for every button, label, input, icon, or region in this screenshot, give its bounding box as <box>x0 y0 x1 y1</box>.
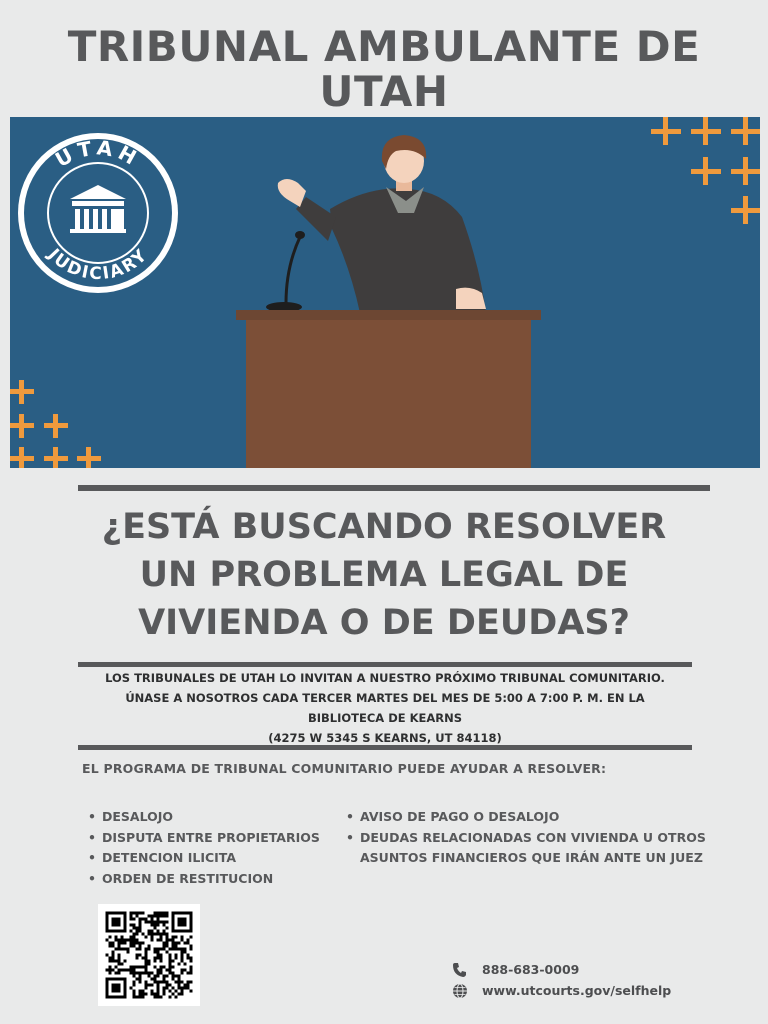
list-item: • DEUDAS RELACIONADAS CON VIVIENDA U OTROS <box>346 828 746 849</box>
invitation-text <box>78 668 692 748</box>
contact-website[interactable] <box>452 982 671 999</box>
invite-line-1: LOS TRIBUNALES DE UTAH LO INVITAN A NUESTRO PRÓXIMO TRIBUNAL COMUNITARIO. <box>105 671 665 685</box>
decorative-plus-marks-top-right <box>651 117 760 224</box>
headline-question <box>60 503 708 647</box>
phone-icon <box>452 962 468 978</box>
divider-invite-top <box>78 662 692 667</box>
phone-number: 888-683-0009 <box>482 962 580 977</box>
contact-phone[interactable] <box>452 961 579 978</box>
globe-icon <box>452 983 468 999</box>
hero-illustration <box>10 117 760 468</box>
issues-list-left <box>88 807 338 889</box>
website-url: www.utcourts.gov/selfhelp <box>482 983 672 998</box>
question-line-2: UN PROBLEMA LEGAL DE <box>139 555 629 595</box>
judge-figure <box>278 135 486 313</box>
seal-top-text: UTAH <box>51 135 145 172</box>
podium <box>236 310 541 468</box>
list-item-continuation: ASUNTOS FINANCIEROS QUE IRÁN ANTE UN JUEZ <box>360 850 703 865</box>
decorative-plus-marks-bottom-left <box>10 380 101 468</box>
invite-line-4: (4275 W 5345 S KEARNS, UT 84118) <box>268 731 502 745</box>
invite-line-3: BIBLIOTECA DE KEARNS <box>307 711 463 725</box>
program-heading: EL PROGRAMA DE TRIBUNAL COMUNITARIO PUEDE AYUDAR A RESOLVER: <box>82 761 607 776</box>
title-line-2: UTAH <box>319 67 449 116</box>
judge-at-podium-illustration <box>10 117 760 468</box>
utah-judiciary-seal <box>18 133 178 293</box>
divider-invite-bottom <box>78 745 692 750</box>
question-line-1: ¿ESTÁ BUSCANDO RESOLVER <box>101 507 667 547</box>
qr-code[interactable] <box>98 904 200 1006</box>
issues-list-right <box>346 807 746 869</box>
list-item: • DISPUTA ENTRE PROPIETARIOS <box>88 828 338 849</box>
microphone <box>266 231 305 312</box>
poster-title <box>0 24 768 114</box>
list-item: • DESALOJO <box>88 807 338 828</box>
seal-bottom-text: JUDICIARY <box>43 244 153 285</box>
title-line-1: TRIBUNAL AMBULANTE DE <box>67 22 701 71</box>
list-item: • AVISO DE PAGO O DESALOJO <box>346 807 746 828</box>
invite-line-2: ÚNASE A NOSOTROS CADA TERCER MARTES DEL MES DE 5:00 A 7:00 P. M. EN LA <box>125 691 645 705</box>
list-item: • DETENCION ILICITA <box>88 848 338 869</box>
list-item: • ORDEN DE RESTITUCION <box>88 869 338 890</box>
qr-code-image <box>98 904 200 1006</box>
question-line-3: VIVIENDA O DE DEUDAS? <box>138 603 630 643</box>
divider-top <box>78 485 710 491</box>
